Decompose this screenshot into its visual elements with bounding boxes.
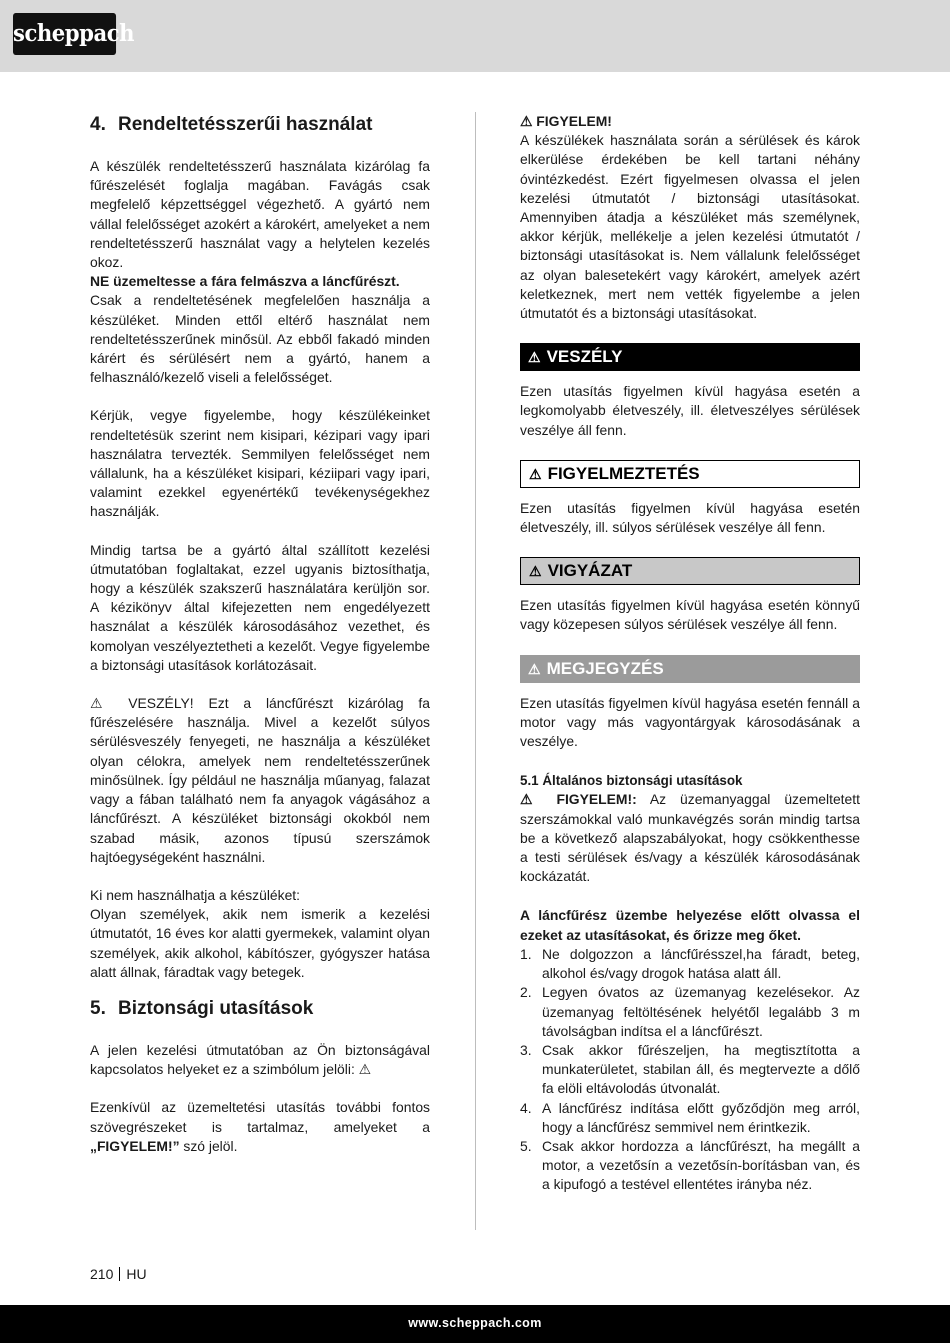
warning-triangle-icon: ⚠ [529, 465, 542, 482]
right-column [520, 112, 860, 1195]
list-item [520, 1137, 860, 1195]
danger-wood-only-paragraph: ⚠ VESZÉLY! Ezt a láncfűrészt kizárólag fa fűrészelésére használja. Mivel a kezelőt súlyos sérülésveszély fenyegeti, ne használja a készüléket olyan célokra, amelyek nem rendeltetésszerűnek minősülnek. Így például ne használja műanyag, falazat vagy a fában található nem fa anyagok vágásához a láncfűrészt. A készüléket biztonsági okokból nem szabad másik, azonos típusú szerszámok hajtóegységeként használni. [90, 695, 430, 865]
commercial-use-paragraph: Kérjük, vegye figyelembe, hogy készülékeinket rendeltetésük szerint nem kisipari, kézipari vagy ipari használatra tervezték. Semmilyen felelősséget nem vállalunk, ha a készüléket kisipari, kéziipari vagy ipari, valamint ezekkel egyenértékű tevékenységekhez használják. [90, 407, 430, 520]
danger-description: Ezen utasítás figyelmen kívül hagyása esetén a legkomolyabb életveszély, ill. életveszélyes sérülések veszélye áll fenn. [520, 383, 860, 438]
header-bar [0, 0, 950, 72]
section-4-heading: 4. Rendeltetésszerűi használat [90, 114, 373, 135]
liability-paragraph: Csak a rendeltetésének megfelelően használja a készüléket. Minden ettől eltérő használat nem rendeltetésszerűnek minősül. Az ebből fakadó minden kárért és sérülésért nem a gyártó, hanem a felhasználó/kezelő viseli a felelősséget. [90, 292, 430, 386]
list-item-number: 4. [520, 1099, 532, 1116]
safety-steps-list [520, 945, 860, 1195]
footer-bar [0, 1305, 950, 1343]
section-5-1-heading: 5.1 Általános biztonsági utasítások [520, 773, 743, 789]
warning-triangle-icon: ⚠ [528, 660, 541, 677]
list-item-number: 3. [520, 1041, 532, 1058]
list-item-number: 2. [520, 984, 532, 1001]
column-divider [475, 112, 476, 1230]
read-before-start-notice: A láncfűrész üzembe helyezése előtt olvassa el ezeket az utasításokat, és őrizze meg őket. [520, 907, 860, 943]
list-item [520, 945, 860, 983]
caution-label-box: ⚠ VIGYÁZAT [520, 557, 860, 585]
website-url: www.scheppach.com [408, 1316, 542, 1330]
intended-use-paragraph: A készülék rendeltetésszerű használata kizárólag fa fűrészelését foglalja magában. Favágás csak megfelelő képzettséggel végezhető. A gyártó nem vállal felelősséget azokért a károkért, amelyeket a nem rendeltetésszerű használat vagy a helytelen kezelés okoz. [90, 158, 430, 271]
warning-triangle-icon: ⚠ [529, 563, 542, 580]
warning-label-box: ⚠ FIGYELMEZTETÉS [520, 460, 860, 488]
attention-word-paragraph: Ezenkívül az üzemeltetési utasítás további fontos szövegrészeket is tartalmaz, amelyeket a „FIGYELEM!” szó jelöl. [90, 1099, 430, 1154]
list-item-text: Legyen óvatos az üzemanyag kezelésekor. Az üzemanyag feltöltésének helyétől legalább 3 m távolságban indítsa el a láncfűrészt. [542, 984, 860, 1039]
attention-title: ⚠ FIGYELEM! [520, 113, 612, 129]
page-number: 210 HU [90, 1266, 147, 1282]
list-item [520, 983, 860, 1041]
warning-triangle-icon: ⚠ [528, 349, 541, 366]
list-item-text: A láncfűrész indítása előtt győződjön meg arról, hogy a láncfűrész semmivel nem érintkezik. [542, 1099, 860, 1135]
attention-paragraph: A készülékek használata során a sérülések és károk elkerülése érdekében be kell tartani néhány óvintézkedést. Ezért figyelmesen olvassa el jelen kezelési útmutatót / biztonsági utasításokat. Amennyiben átadja a készüléket más személynek, akkor kérjük, mellékelje a jelen kezelési útmutatót / biztonsági utasításokat is. Nem vállalunk felelősséget az olyan balesetekért vagy károkért, amelyek azért keletkeznek, mert nem vették figyelembe a jelen útmutatót és a biztonsági utasításokat. [520, 132, 860, 322]
list-item-number: 5. [520, 1137, 532, 1154]
list-item-text: Csak akkor fűrészeljen, ha megtisztította a munkaterületet, stabilan áll, és megtervezte a dőlő fa elöli eltávolodás útvonalát. [542, 1041, 860, 1097]
notice-label-box: ⚠ MEGJEGYZÉS [520, 655, 860, 683]
list-item-text: Ne dolgozzon a láncfűrésszel,ha fáradt, beteg, alkohol és/vagy drogok hatása alatt áll. [542, 945, 860, 982]
manual-compliance-paragraph: Mindig tartsa be a gyártó által szállított kezelési útmutatóban foglaltakat, ezzel ugyanis biztosíthatja, hogy a készülék szakszerű használatára kerüljön sor. A kézikönyv által kifejezetten nem engedélyezett használat a készülék károsodásához vezethet, és komolyan veszélyeztetheti a kezelőt. Vegye figyelembe a biztonsági utasítások korlátozásait. [90, 541, 430, 673]
excluded-users-heading: Ki nem használhatja a készüléket: [90, 886, 301, 903]
safety-symbol-paragraph: A jelen kezelési útmutatóban az Ön biztonságával kapcsolatos helyeket ez a szimbólum jelöli: ⚠ [90, 1041, 430, 1078]
list-item-text: Csak akkor hordozza a láncfűrészt, ha megállt a motor, a vezetősín a vezetősín-borításban van, és a kipufogó a testével ellentétes irányba néz. [542, 1137, 860, 1193]
list-item-number: 1. [520, 945, 532, 962]
caution-description: Ezen utasítás figyelmen kívül hagyása esetén könnyű vagy közepesen súlyos sérülések veszélye áll fenn. [520, 597, 860, 633]
general-safety-paragraph: ⚠ FIGYELEM!: Az üzemanyaggal üzemeltetett szerszámokkal való munkavégzés során mindig tartsa be a következő alapszabályokat, hogy csökkenthesse a testi sérülések és/vagy a készülék károsodásának kockázatát. [520, 791, 860, 885]
list-item [520, 1099, 860, 1137]
section-5-heading: 5. Biztonsági utasítások [90, 997, 314, 1019]
left-column [90, 112, 430, 1156]
brand-logo: scheppach [13, 13, 116, 55]
list-item [520, 1041, 860, 1099]
excluded-users-paragraph: Olyan személyek, akik nem ismerik a kezelési útmutatót, 16 éves kor alatti gyermekek, valamint olyan személyek, akik alkohol, kábítószer, gyógyszer hatása alatt állnak, fáradtak vagy betegek. [90, 906, 430, 980]
notice-description: Ezen utasítás figyelmen kívül hagyása esetén fennáll a motor vagy más vagyontárgyak károsodásának a veszélye. [520, 694, 860, 750]
danger-label-box: ⚠ VESZÉLY [520, 343, 860, 371]
warning-description: Ezen utasítás figyelmen kívül hagyása esetén életveszély, ill. súlyos sérülések veszélye áll fenn. [520, 499, 860, 536]
no-climbing-notice: NE üzemeltesse a fára felmászva a láncfűrészt. [90, 273, 400, 290]
